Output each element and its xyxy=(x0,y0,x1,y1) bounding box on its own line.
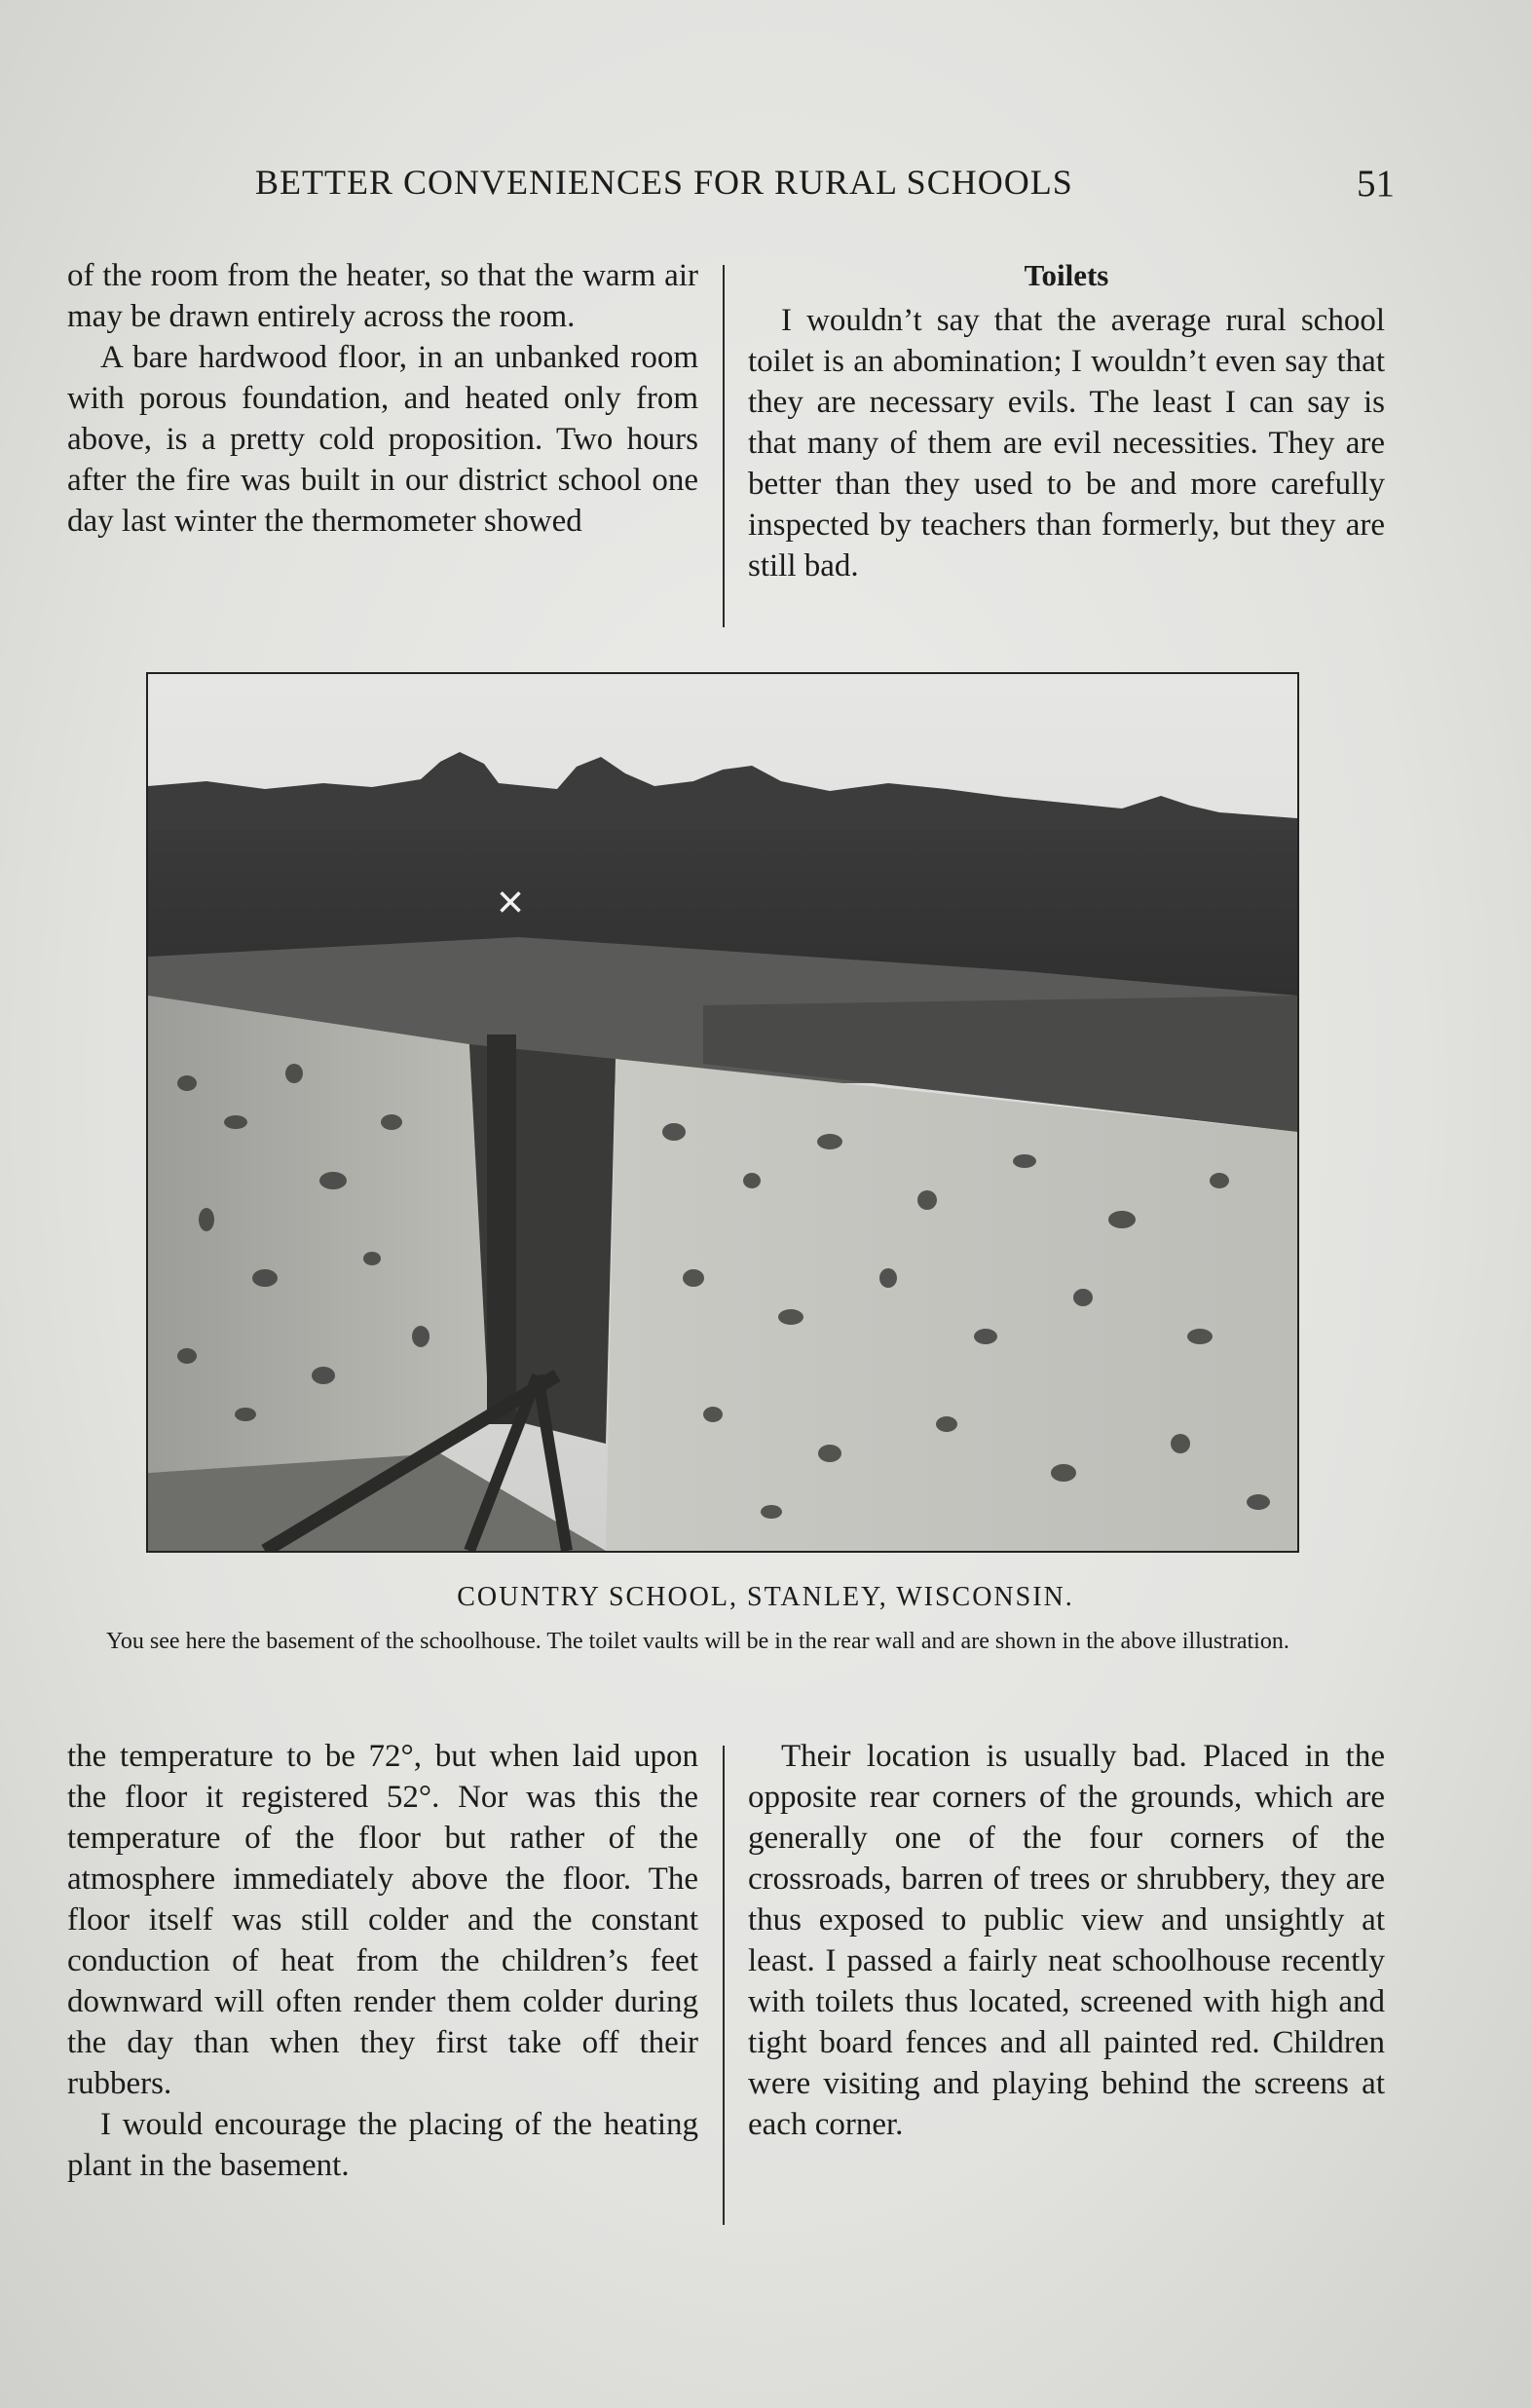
basement-photograph xyxy=(146,672,1299,1553)
left-column-top xyxy=(67,255,698,542)
right-column-top xyxy=(748,255,1385,586)
section-heading: Toilets xyxy=(1024,258,1109,292)
page-header xyxy=(255,162,1395,210)
paragraph: A bare hardwood floor, in an unbanked room with porous foundation, and heated only from above, is a pretty cold proposition. Two hours after the fire was built in our district school one day last winter the thermometer showed xyxy=(67,340,698,539)
column-divider xyxy=(723,265,725,627)
figure-caption-text: You see here the basement of the schoolhouse. The toilet vaults will be in the rear wall and are shown in the above illustration. xyxy=(106,1629,1289,1654)
right-column-bottom xyxy=(748,1736,1385,2145)
photo-x-mark: × xyxy=(496,877,525,928)
paragraph: the temperature to be 72°, but when laid upon the floor it registered 52°. Nor was this the temperature of the floor but rather of the atmosphere immediately above the floor. The floor itself was still colder and the constant conduction of heat from the children’s feet downward will often render them colder during the day than when they first take off their rubbers. xyxy=(67,1739,698,2101)
paragraph: Their location is usually bad. Placed in the opposite rear corners of the grounds, which are generally one of the four corners of the crossroads, barren of trees or shrubbery, they are thus exposed to public view and unsightly at least. I passed a fairly neat schoolhouse recently with toilets thus located, screened with high and tight board fences and all painted red. Children were visiting and playing behind the screens at each corner. xyxy=(748,1739,1385,2142)
figure-caption-title: COUNTRY SCHOOL, STANLEY, WISCONSIN. xyxy=(457,1582,1074,1612)
running-title: BETTER CONVENIENCES FOR RURAL SCHOOLS xyxy=(255,163,1073,202)
paragraph: I wouldn’t say that the average rural school toilet is an abomination; I wouldn’t even say that they are necessary evils. The least I can say is that many of them are evil necessities. They are better than they used to be and more carefully inspected by teachers than formerly, but they are still bad. xyxy=(748,303,1385,583)
paragraph: I would encourage the placing of the heating plant in the basement. xyxy=(67,2107,698,2183)
page-number: 51 xyxy=(1357,163,1395,205)
left-column-bottom xyxy=(67,1736,698,2186)
photograph-illustration xyxy=(148,674,1297,1551)
paragraph: of the room from the heater, so that the warm air may be drawn entirely across the room. xyxy=(67,258,698,334)
column-divider xyxy=(723,1746,725,2225)
